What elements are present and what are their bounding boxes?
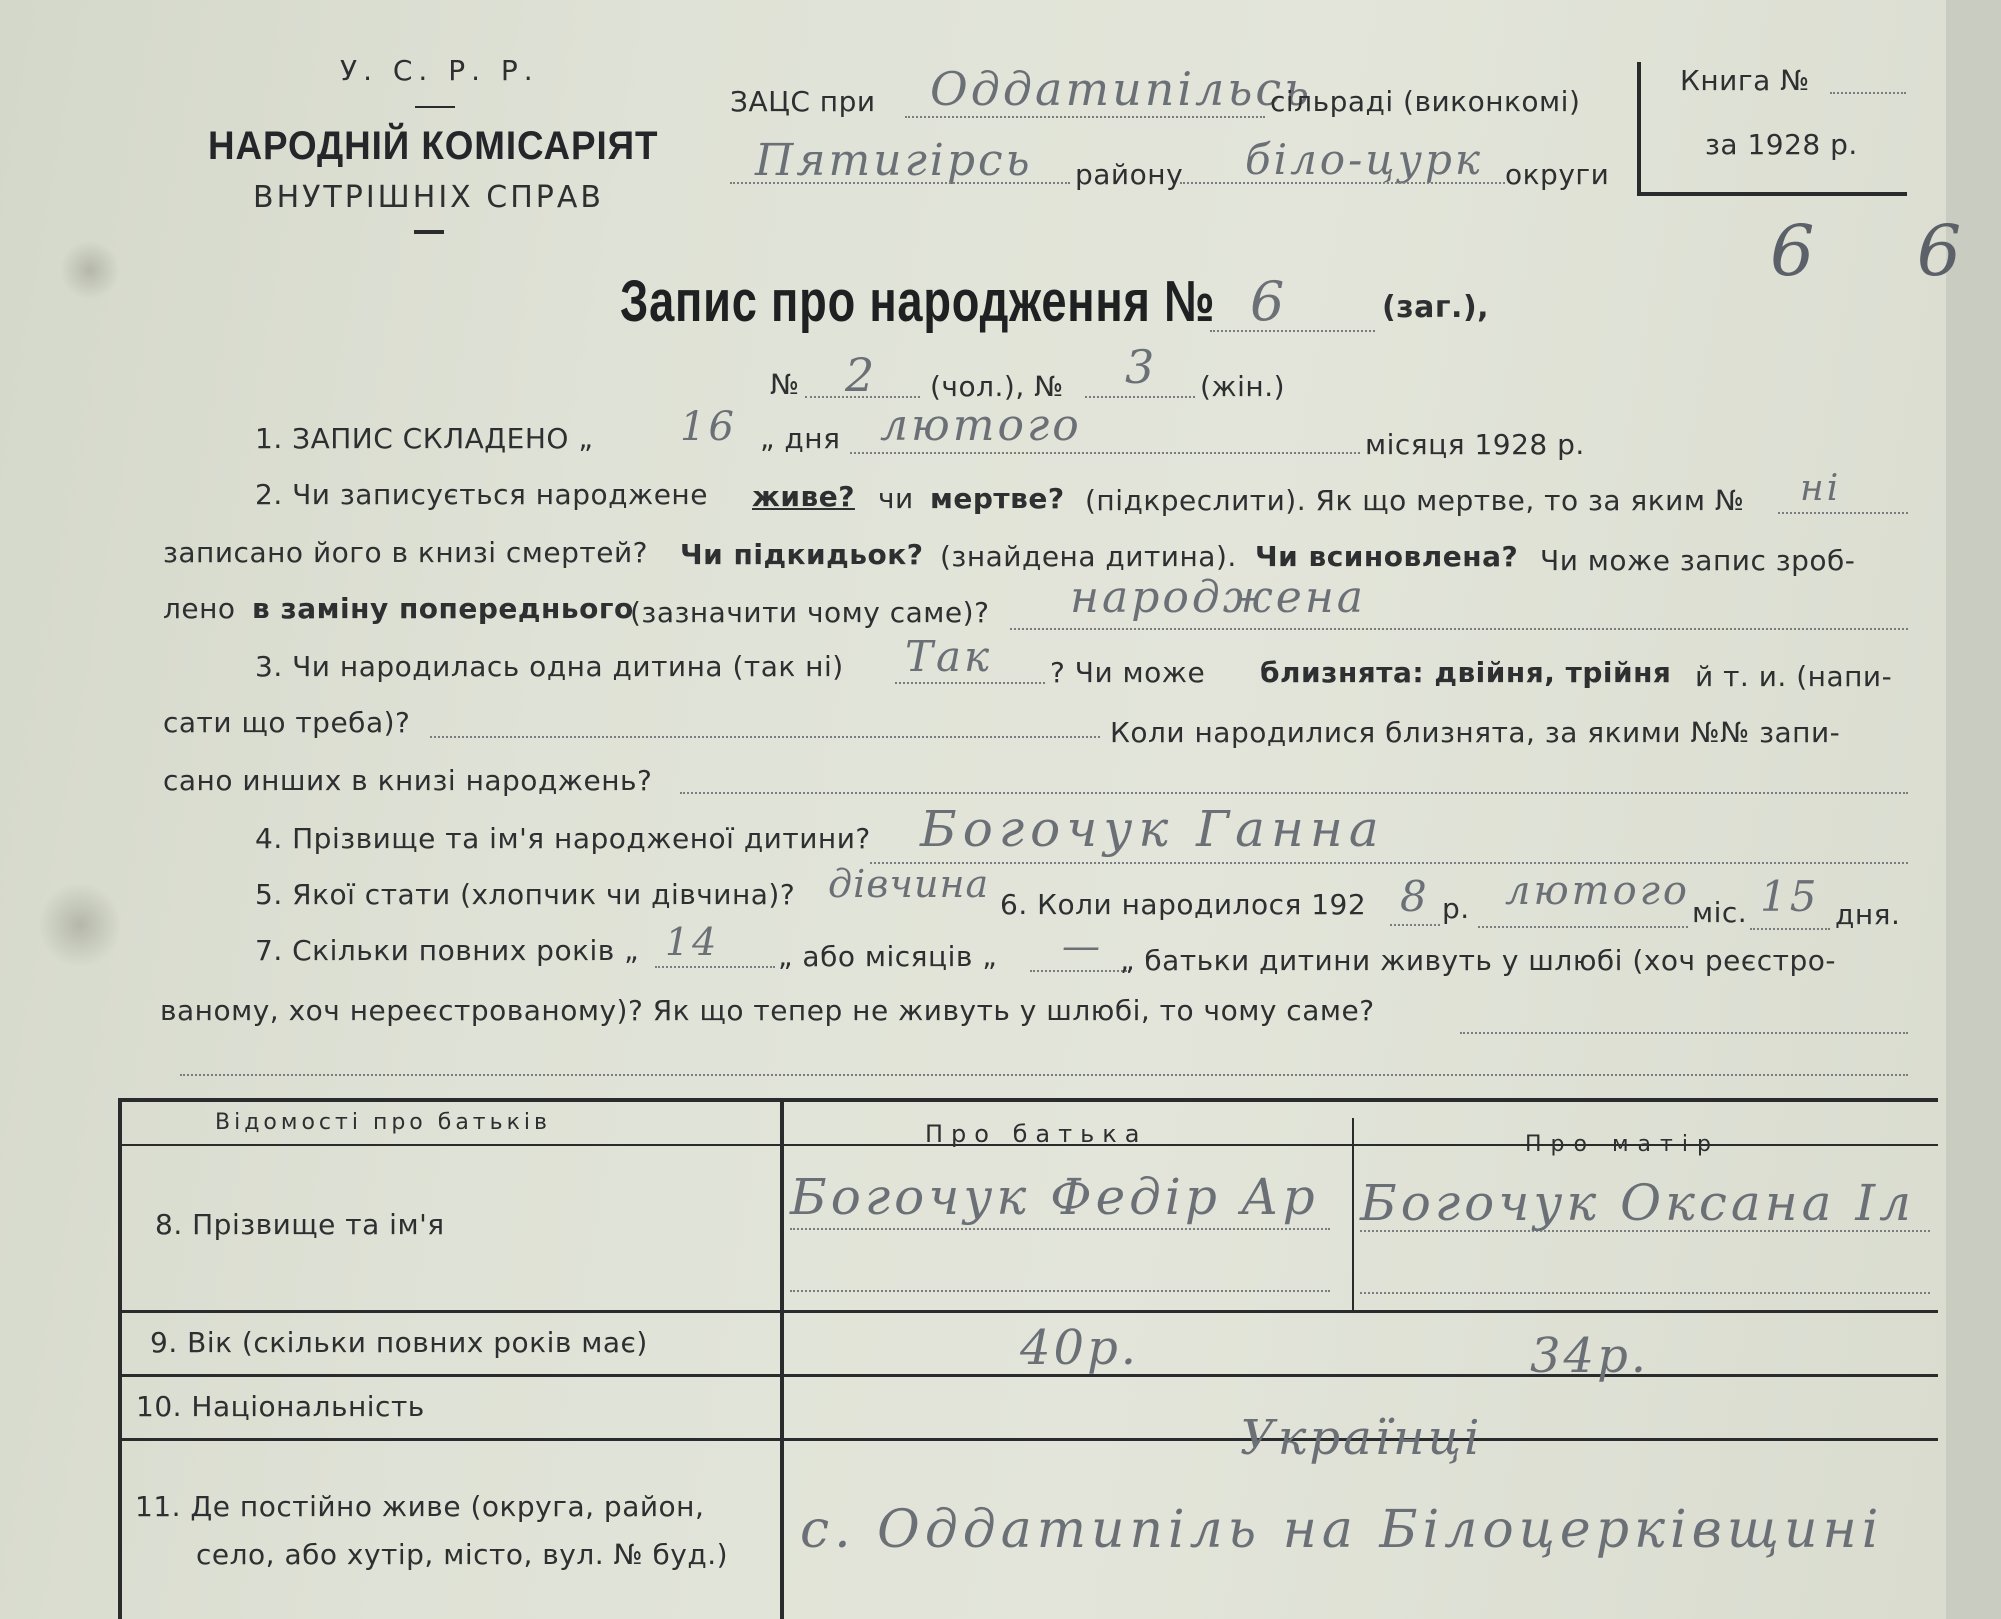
field2-foundling: Чи підкидьок? — [680, 538, 924, 571]
field2-text: Чи може запис зроб- — [1540, 544, 1856, 577]
fill-line — [1750, 928, 1830, 930]
okrug-handwritten: біло-цурк — [1245, 135, 1483, 184]
field1-day-handwritten: 16 — [680, 404, 737, 450]
field3-text: й т. и. (напи- — [1695, 660, 1893, 693]
record-number-handwritten: 6 — [1250, 270, 1288, 333]
field2-replace: в заміну попереднього — [252, 592, 634, 625]
field4-label: 4. Прізвище та ім'я народженої дитини? — [255, 822, 871, 855]
paper-stain — [40, 880, 120, 970]
fill-line — [805, 396, 920, 398]
row9-mother-handwritten: 34р. — [1530, 1328, 1650, 1384]
field1-label: 1. ЗАПИС СКЛАДЕНО „ — [255, 422, 594, 455]
field1-month-handwritten: лютого — [880, 400, 1082, 451]
field5-label: 5. Якої стати (хлопчик чи дівчина)? — [255, 878, 796, 911]
row9-label: 9. Вік (скільки повних років має) — [150, 1326, 648, 1359]
field3-value-handwritten: Так — [905, 632, 993, 681]
field7-text: 7. Скільки повних років „ — [255, 934, 640, 967]
field7-years-handwritten: 14 — [665, 920, 720, 964]
field2-text: (знайдена дитина). — [940, 540, 1237, 573]
field3-text: сано инших в книзі народжень? — [163, 764, 653, 797]
book-label: Книга № — [1680, 64, 1810, 97]
fill-line — [1478, 926, 1688, 928]
field2-value-handwritten: ні — [1800, 468, 1842, 509]
fill-line — [1460, 1032, 1908, 1034]
fill-line — [850, 452, 1360, 454]
fill-line — [1778, 512, 1908, 514]
table-border — [118, 1310, 1938, 1313]
record-title-suffix: (заг.), — [1382, 290, 1490, 325]
fill-line — [895, 682, 1045, 684]
field6-label: 6. Коли народилося 192 — [1000, 888, 1367, 921]
field4-value-handwritten: Богочук Ганна — [920, 800, 1385, 858]
male-label: (чол.), № — [930, 370, 1064, 403]
fill-line — [905, 116, 1265, 118]
fill-line — [1180, 182, 1505, 184]
fill-line — [655, 966, 775, 968]
table-border — [118, 1438, 1938, 1441]
field2-text: чи — [878, 482, 914, 515]
field7-text: ваному, хоч нереєстрованому)? Як що тепер не живуть у шлюбі, то чому саме? — [160, 994, 1375, 1027]
okrug-label: округи — [1505, 158, 1610, 191]
field6-year-handwritten: 8 — [1400, 872, 1430, 921]
female-number-handwritten: 3 — [1125, 340, 1158, 394]
field6-r: р. — [1442, 892, 1470, 925]
table-border — [1352, 1118, 1354, 1313]
table-header-info: Відомості про батьків — [215, 1110, 551, 1135]
fill-line — [1390, 924, 1440, 926]
divider — [415, 106, 455, 108]
table-header-mother: Про матір — [1525, 1132, 1720, 1157]
field3-text: сати що треба)? — [163, 706, 411, 739]
zags-prefix: ЗАЦС при — [730, 85, 876, 118]
divider — [414, 230, 444, 234]
row10-label: 10. Національність — [136, 1390, 425, 1423]
table-border — [118, 1098, 1938, 1102]
record-title: Запис про народження № — [620, 269, 1216, 334]
fill-line — [430, 736, 1100, 738]
zags-village-handwritten: Оддатипільсь — [930, 62, 1313, 116]
field6-dnya: дня. — [1835, 898, 1901, 931]
fill-line — [1830, 92, 1906, 94]
field2-text: записано його в книзі смертей? — [163, 536, 649, 569]
row8-label: 8. Прізвище та ім'я — [155, 1208, 445, 1241]
department-title: ВНУТРІШНІХ СПРАВ — [253, 180, 604, 215]
field2-adopted: Чи всиновлена? — [1255, 540, 1519, 573]
fill-line — [730, 182, 1070, 184]
field6-day-handwritten: 15 — [1760, 872, 1820, 921]
commissariat-title: НАРОДНІЙ КОМІСАРІЯТ — [208, 124, 659, 168]
district-label: району — [1075, 158, 1184, 191]
fill-line — [180, 1074, 1908, 1076]
usrr-label: У. С. Р. Р. — [340, 54, 539, 87]
row8-mother-handwritten: Богочук Оксана Іл — [1360, 1174, 1915, 1232]
sub-number-label: № — [770, 368, 800, 401]
field7-text: „ батьки дитини живуть у шлюбі (хоч реєстро- — [1120, 944, 1836, 977]
row8-father-handwritten: Богочук Федір Ар — [790, 1168, 1319, 1226]
district-handwritten: Пятигірсь — [755, 135, 1033, 186]
field6-month-handwritten: лютого — [1505, 868, 1690, 914]
book-box-border — [1637, 62, 1641, 194]
book-box-border — [1637, 192, 1907, 196]
fill-line — [1010, 628, 1908, 630]
field2-text: лено — [163, 592, 236, 625]
field3-twins: близнята: двійня, трійня — [1260, 656, 1672, 689]
field3-text: 3. Чи народилась одна дитина (так ні) — [255, 650, 844, 683]
fill-line — [680, 792, 1908, 794]
field2-dead: мертве? — [930, 482, 1065, 515]
field3-text: Коли народилися близнята, за якими №№ запи- — [1110, 716, 1841, 749]
book-year: за 1928 р. — [1705, 128, 1858, 161]
field5-value-handwritten: дівчина — [828, 862, 990, 906]
field7-months-handwritten: — — [1062, 924, 1103, 968]
table-header-father: Про батька — [925, 1120, 1148, 1148]
female-label: (жін.) — [1200, 370, 1286, 403]
field2-text: (зазначити чому саме)? — [630, 596, 990, 629]
fill-line — [1085, 396, 1195, 398]
field2-text: (підкреслити). Як що мертве, то за яким № — [1085, 484, 1745, 517]
table-border — [118, 1098, 122, 1619]
male-number-handwritten: 2 — [845, 348, 878, 402]
field2-line3-handwritten: народжена — [1070, 572, 1367, 623]
field1-tail: місяця 1928 р. — [1365, 428, 1585, 461]
field6-mis: міс. — [1692, 896, 1748, 929]
field2-alive: живе? — [752, 480, 855, 513]
row11-value-handwritten: с. Оддатипіль на Білоцерківщині — [800, 1500, 1884, 1560]
field1-day-label: „ дня — [760, 422, 841, 455]
field7-text: „ або місяців „ — [778, 940, 998, 973]
field3-text: ? Чи може — [1050, 656, 1206, 689]
zags-suffix: сільраді (виконкомі) — [1270, 85, 1581, 118]
row11-label-line2: село, або хутір, місто, вул. № буд.) — [196, 1538, 729, 1571]
fill-line — [790, 1228, 1330, 1230]
row10-value-handwritten: Українці — [1240, 1410, 1483, 1466]
fill-line — [790, 1290, 1330, 1292]
fill-line — [870, 862, 1908, 864]
paper-stain — [60, 240, 120, 300]
field2-text: 2. Чи записується народжене — [255, 478, 708, 511]
fill-line — [1210, 330, 1375, 332]
fill-line — [1360, 1292, 1930, 1294]
row9-father-handwritten: 40р. — [1020, 1320, 1140, 1376]
table-border — [780, 1098, 784, 1619]
corner-numbers: 6 6 — [1770, 210, 2001, 292]
row11-label-line1: 11. Де постійно живе (округа, район, — [135, 1490, 705, 1523]
fill-line — [1030, 970, 1130, 972]
